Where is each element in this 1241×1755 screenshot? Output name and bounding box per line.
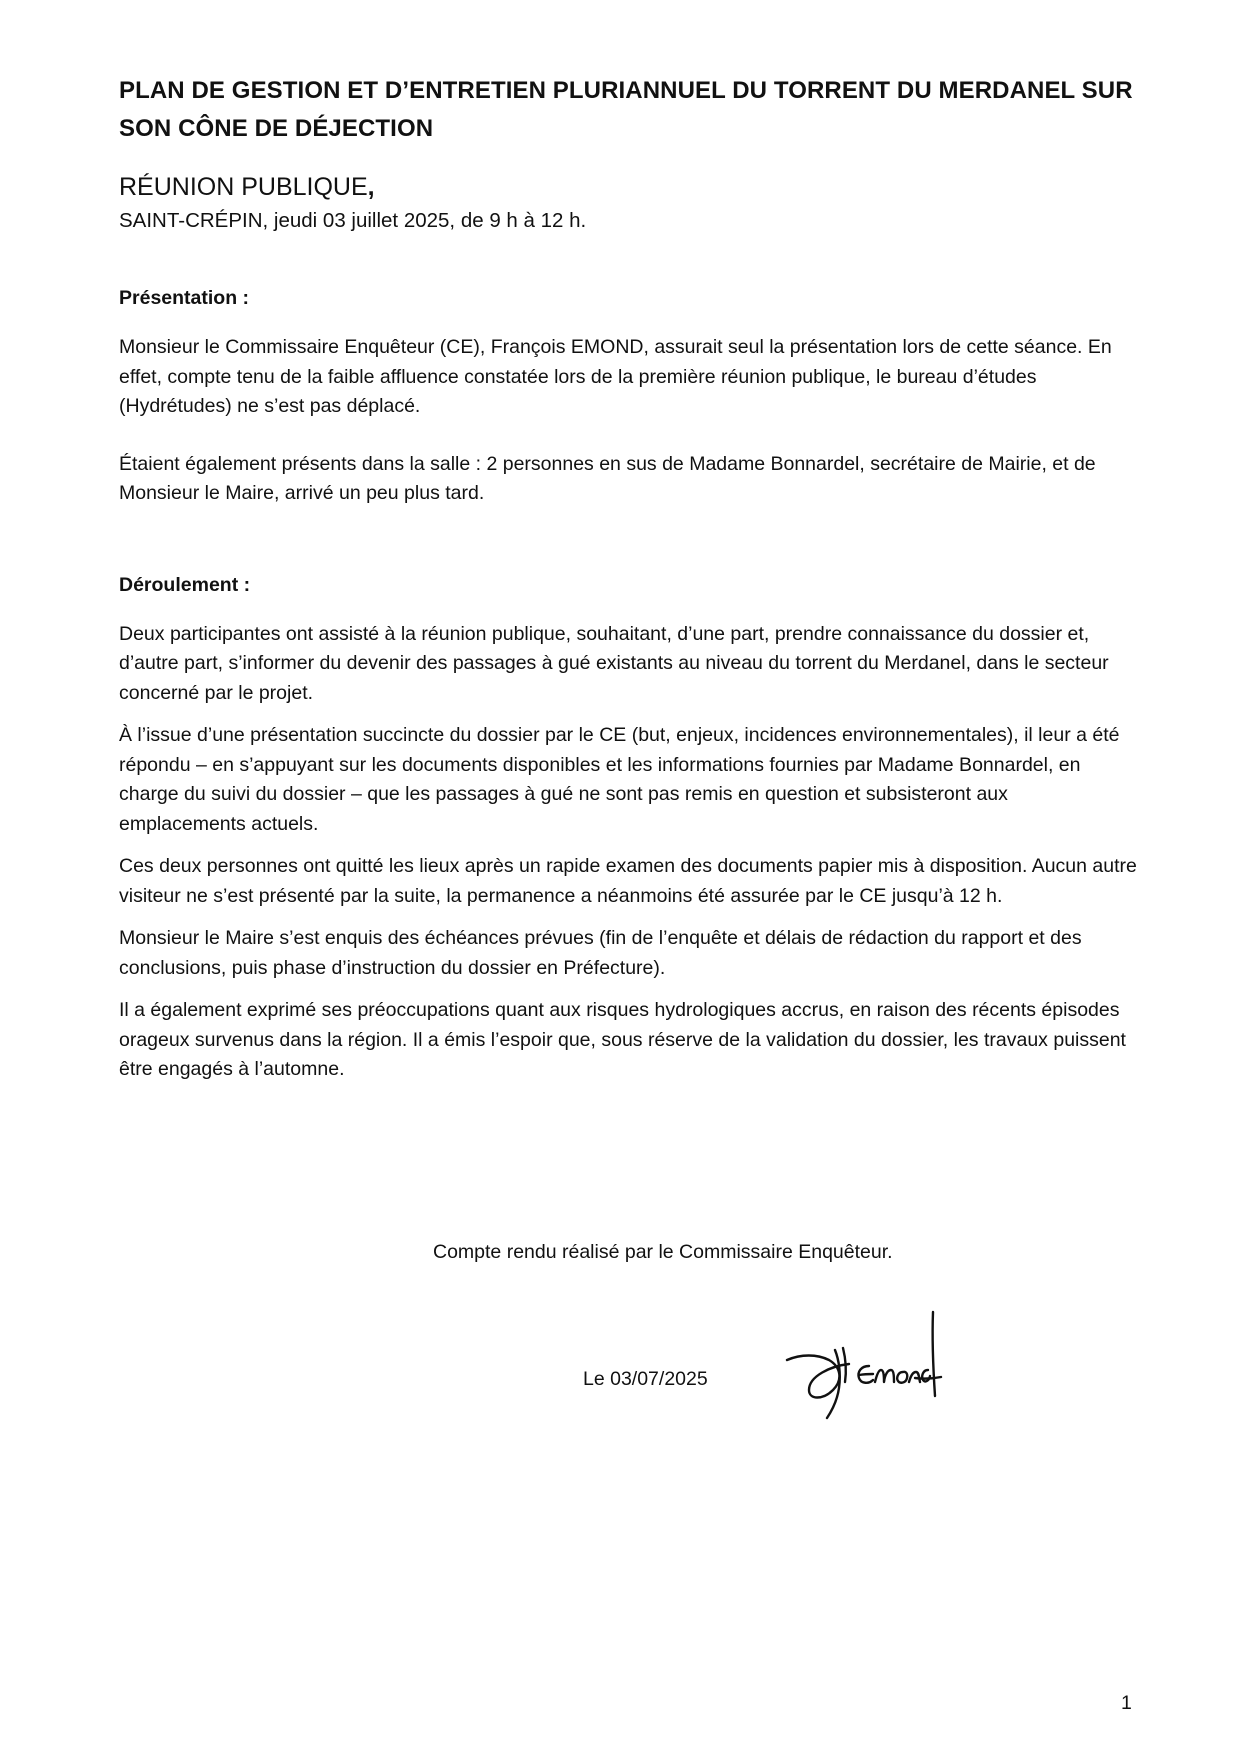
document-title: PLAN DE GESTION ET D’ENTRETIEN PLURIANNUEL DU TORRENT DU MERDANEL SUR SON CÔNE DE DÉJECTION — [119, 77, 1133, 142]
closing-statement: Compte rendu réalisé par le Commissaire Enquêteur. — [433, 1241, 893, 1263]
signature-date: Le 03/07/2025 — [583, 1368, 708, 1390]
handwritten-signature — [783, 1308, 958, 1426]
presentation-heading: Présentation : — [119, 287, 250, 309]
document-body — [119, 72, 1139, 1085]
deroulement-paragraph: Monsieur le Maire s’est enquis des échéances prévues (fin de l’enquête et délais de rédaction du rapport et des conclusions, puis phase d’instruction du dossier en Préfecture). — [119, 927, 1082, 979]
deroulement-paragraph: À l’issue d’une présentation succincte du dossier par le CE (but, enjeux, incidences environnementales), il leur a été répondu – en s’appuyant sur les documents disponibles et les informations fournies par Madame Bonnardel, en charge du suivi du dossier – que les passages à gué ne sont pas remis en question et subsisteront aux emplacements actuels. — [119, 724, 1120, 835]
subtitle-text: RÉUNION PUBLIQUE — [119, 173, 368, 201]
deroulement-heading: Déroulement : — [119, 573, 251, 596]
document-subtitle — [119, 170, 1139, 204]
presentation-paragraph: Monsieur le Commissaire Enquêteur (CE), François EMOND, assurait seul la présentation lors de cette séance. En effet, compte tenu de la faible affluence constatée lors de la première réunion publique, le bureau d’études (Hydrétudes) ne s’est pas déplacé. — [119, 336, 1112, 417]
page-number: 1 — [1121, 1692, 1132, 1714]
meeting-dateline: SAINT-CRÉPIN, jeudi 03 juillet 2025, de 9 h à 12 h. — [119, 209, 587, 232]
deroulement-paragraph: Deux participantes ont assisté à la réunion publique, souhaitant, d’une part, prendre connaissance du dossier et, d’autre part, s’informer du devenir des passages à gué existants au niveau du torrent du Merdanel, dans le secteur concerné par le projet. — [119, 622, 1109, 704]
presentation-paragraph: Étaient également présents dans la salle : 2 personnes en sus de Madame Bonnardel, secrétaire de Mairie, et de Monsieur le Maire, arrivé un peu plus tard. — [119, 452, 1096, 504]
subtitle-comma: , — [367, 173, 375, 201]
deroulement-paragraph: Il a également exprimé ses préoccupations quant aux risques hydrologiques accrus, en raison des récents épisodes orageux survenus dans la région. Il a émis l’espoir que, sous réserve de la validation du dossier, les travaux puissent être engagés à l’automne. — [119, 999, 1126, 1080]
deroulement-paragraph: Ces deux personnes ont quitté les lieux après un rapide examen des documents papier mis à disposition. Aucun autre visiteur ne s’est présenté par la suite, la permanence a néanmoins été assurée par le CE jusqu’à 12 h. — [119, 855, 1137, 907]
